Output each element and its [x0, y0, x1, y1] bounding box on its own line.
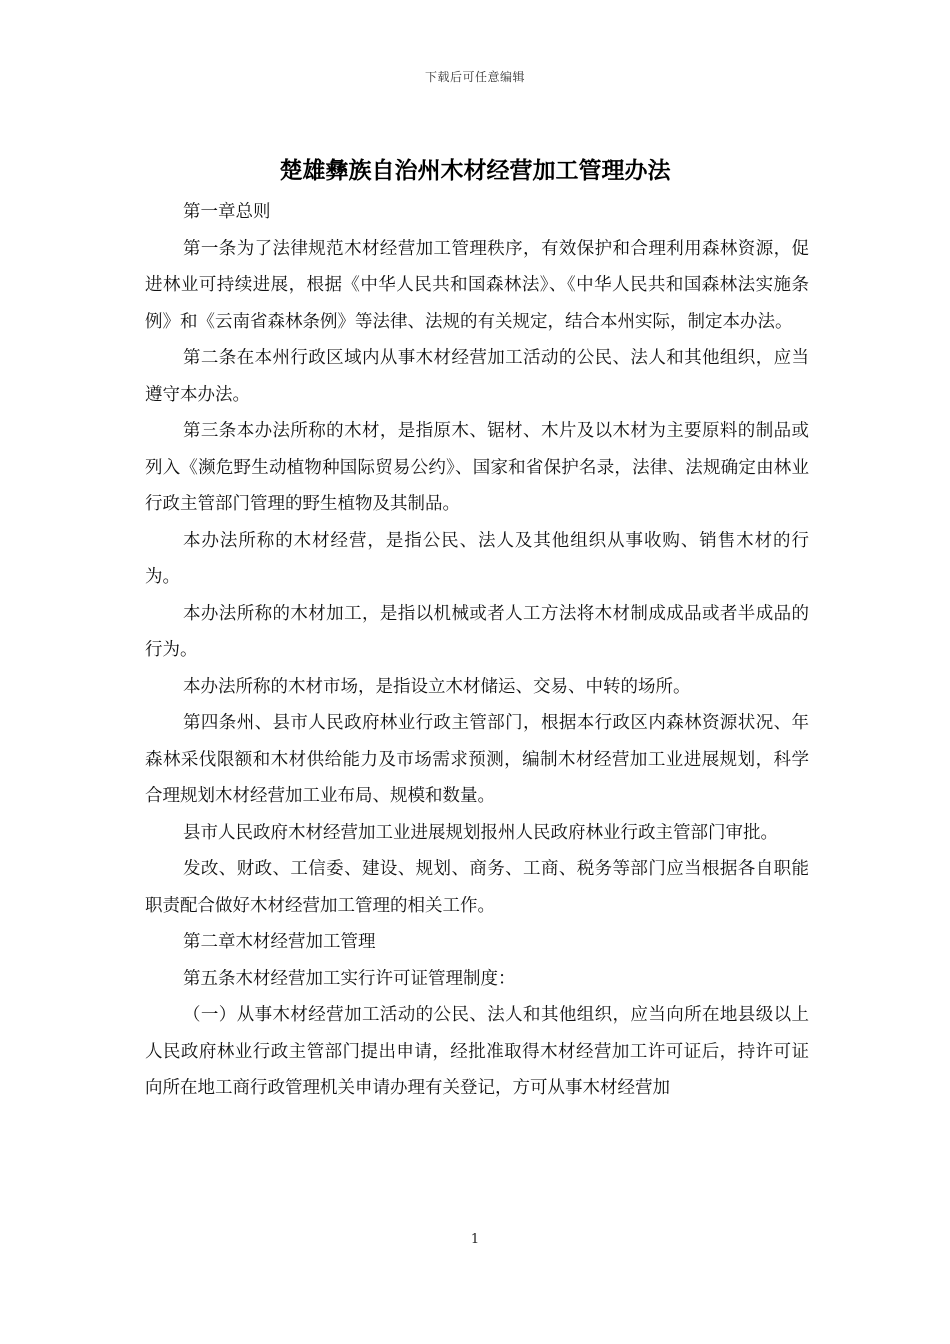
article-paragraph: 第二条在本州行政区域内从事木材经营加工活动的公民、法人和其他组织，应当遵守本办法。	[145, 348, 809, 405]
article-paragraph: 本办法所称的木材加工，是指以机械或者人工方法将木材制成成品或者半成品的行为。	[145, 603, 809, 660]
article-paragraph: 第五条木材经营加工实行许可证管理制度：	[183, 968, 516, 989]
header-note: 下载后可任意编辑	[424, 70, 525, 84]
chapter-heading: 第一章总则	[183, 202, 271, 222]
article-paragraph: 本办法所称的木材市场，是指设立木材储运、交易、中转的场所。	[183, 676, 691, 697]
document-title: 楚雄彝族自治州木材经营加工管理办法	[279, 158, 671, 184]
page-number: 1	[470, 1232, 480, 1247]
chapter-heading: 第二章木材经营加工管理	[183, 932, 376, 952]
article-paragraph: 第三条本办法所称的木材，是指原木、锯材、木片及以木材为主要原料的制品或列入《濒危野生动植物种国际贸易公约》、国家和省保护名录，法律、法规确定由林业行政主管部门管理的野生植物及其制品。	[145, 421, 809, 514]
article-paragraph: 第四条州、县市人民政府林业行政主管部门，根据本行政区内森林资源状况、年森林采伐限额和木材供给能力及市场需求预测，编制木材经营加工业进展规划，科学合理规划木材经营加工业布局、规模和数量。	[145, 713, 809, 806]
article-paragraph: 发改、财政、工信委、建设、规划、商务、工商、税务等部门应当根据各自职能职责配合做好木材经营加工管理的相关工作。	[145, 859, 809, 916]
article-paragraph: （一）从事木材经营加工活动的公民、法人和其他组织，应当向所在地县级以上人民政府林业行政主管部门提出申请，经批准取得木材经营加工许可证后，持许可证向所在地工商行政管理机关申请办理有关登记，方可从事木材经营加	[145, 1005, 809, 1098]
article-paragraph: 本办法所称的木材经营，是指公民、法人及其他组织从事收购、销售木材的行为。	[145, 530, 809, 587]
article-paragraph: 县市人民政府木材经营加工业进展规划报州人民政府林业行政主管部门审批。	[183, 822, 778, 843]
article-paragraph: 第一条为了法律规范木材经营加工管理秩序，有效保护和合理利用森林资源，促进林业可持续进展，根据《中华人民共和国森林法》、《中华人民共和国森林法实施条例》和《云南省森林条例》等法律、法规的有关规定，结合本州实际，制定本办法。	[145, 238, 809, 332]
document-body	[145, 194, 809, 1107]
